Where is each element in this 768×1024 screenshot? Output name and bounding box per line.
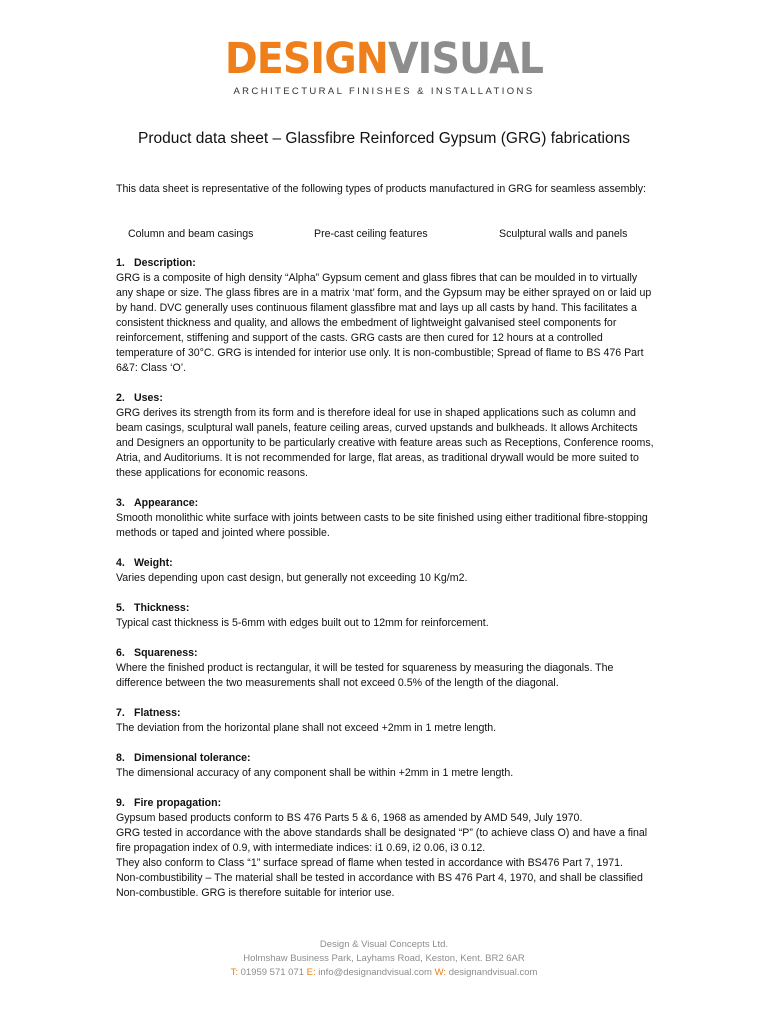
section-thickness	[116, 601, 656, 631]
section-text: The dimensional accuracy of any component shall be within +2mm in 1 metre length.	[116, 767, 514, 779]
section-appearance	[116, 496, 656, 541]
section-heading: 1. Description:	[116, 257, 196, 269]
section-text: GRG derives its strength from its form and is therefore ideal for use in shaped applications such as column and beam casings, sculptural wall panels, feature ceiling areas, curved upstands and bulkheads. It allows Architects and Designers an opportunity to be particularly creative with feature areas such as Receptions, Conference rooms, Atria, and Auditoriums. It is not recommended for large, flat areas, as traditional drywall would be more suited to these applications for economic reasons.	[116, 407, 654, 479]
section-fire-propagation	[116, 796, 656, 901]
section-flatness	[116, 706, 656, 736]
section-heading: 4. Weight:	[116, 557, 173, 569]
email-link[interactable]: info@designandvisual.com	[318, 967, 432, 978]
section-dimensional-tolerance	[116, 751, 656, 781]
web-label: W:	[434, 967, 447, 978]
section-heading: 3. Appearance:	[116, 497, 199, 509]
section-heading: 9. Fire propagation:	[116, 797, 222, 809]
section-text: GRG tested in accordance with the above standards shall be designated “P” (to achieve class O) and have a final fire propagation index of 0.9, with intermediate indices: i1 0.69, i2 0.06, i3 0.12.	[116, 827, 648, 854]
logo-tagline: ARCHITECTURAL FINISHES & INSTALLATIONS	[233, 86, 535, 97]
spec-sections	[116, 256, 656, 916]
section-text: Varies depending upon cast design, but generally not exceeding 10 Kg/m2.	[116, 572, 468, 584]
section-heading: 6. Squareness:	[116, 647, 198, 659]
intro-paragraph: This data sheet is representative of the following types of products manufactured in GRG for seamless assembly:	[116, 183, 646, 195]
web-link[interactable]: designandvisual.com	[448, 967, 538, 978]
section-text: GRG is a composite of high density “Alpha” Gypsum cement and glass fibres that can be moulded in to virtually any shape or size. The glass fibres are in a matrix ‘mat’ form, and the Gypsum may be either sprayed on or laid up by hand. DVC generally uses continuous filament glassfibre mat and lays up all casts by hand. This facilitates a consistent thickness and quality, and allows the embedment of lightweight galvanised steel components for reinforcement, stiffening and support of the casts. GRG casts are then cured for 12 hours at a controlled temperature of 30°C. GRG is intended for interior use only. It is non-combustible; Spread of flame to BS 476 Part 6&7: Class ‘O’.	[116, 272, 652, 374]
page-title: Product data sheet – Glassfibre Reinforced Gypsum (GRG) fabrications	[138, 130, 630, 147]
footer-contact	[0, 966, 768, 980]
section-text: Smooth monolithic white surface with joints between casts to be site finished using either traditional fibre-stopping methods or taped and jointed where possible.	[116, 512, 648, 539]
section-heading: 8. Dimensional tolerance:	[116, 752, 251, 764]
company-logo	[0, 36, 768, 82]
product-type-columns: Column and beam casings	[128, 228, 254, 240]
section-text: The deviation from the horizontal plane shall not exceed +2mm in 1 metre length.	[116, 722, 497, 734]
section-heading: 7. Flatness:	[116, 707, 181, 719]
section-description	[116, 256, 656, 376]
product-type-walls: Sculptural walls and panels	[499, 228, 628, 240]
section-heading: 5. Thickness:	[116, 602, 190, 614]
email-label: E:	[306, 967, 316, 978]
section-text: Where the finished product is rectangular, it will be tested for squareness by measuring the diagonals. The difference between the two measurements shall not exceed 0.5% of the length of the diagonal.	[116, 662, 614, 689]
footer-company: Design & Visual Concepts Ltd.	[319, 939, 449, 950]
section-text: Typical cast thickness is 5-6mm with edges built out to 12mm for reinforcement.	[116, 617, 489, 629]
section-text: They also conform to Class “1” surface spread of flame when tested in accordance with BS476 Part 7, 1971.	[116, 857, 623, 869]
section-text: Gypsum based products conform to BS 476 Parts 5 & 6, 1968 as amended by AMD 549, July 1970.	[116, 812, 583, 824]
section-uses	[116, 391, 656, 481]
logo-design-text: DESIGN	[224, 34, 389, 84]
logo-visual-text: VISUAL	[388, 34, 544, 84]
section-weight	[116, 556, 656, 586]
section-squareness	[116, 646, 656, 691]
phone-label: T:	[230, 967, 238, 978]
section-text: Non-combustibility – The material shall be tested in accordance with BS 476 Part 4, 1970, and shall be classified Non-combustible. GRG is therefore suitable for interior use.	[116, 872, 643, 899]
footer-address: Holmshaw Business Park, Layhams Road, Keston, Kent. BR2 6AR	[243, 953, 525, 964]
product-type-ceilings: Pre-cast ceiling features	[314, 228, 428, 240]
page-footer	[0, 938, 768, 980]
phone-number: 01959 571 071	[240, 967, 305, 978]
section-heading: 2. Uses:	[116, 392, 163, 404]
